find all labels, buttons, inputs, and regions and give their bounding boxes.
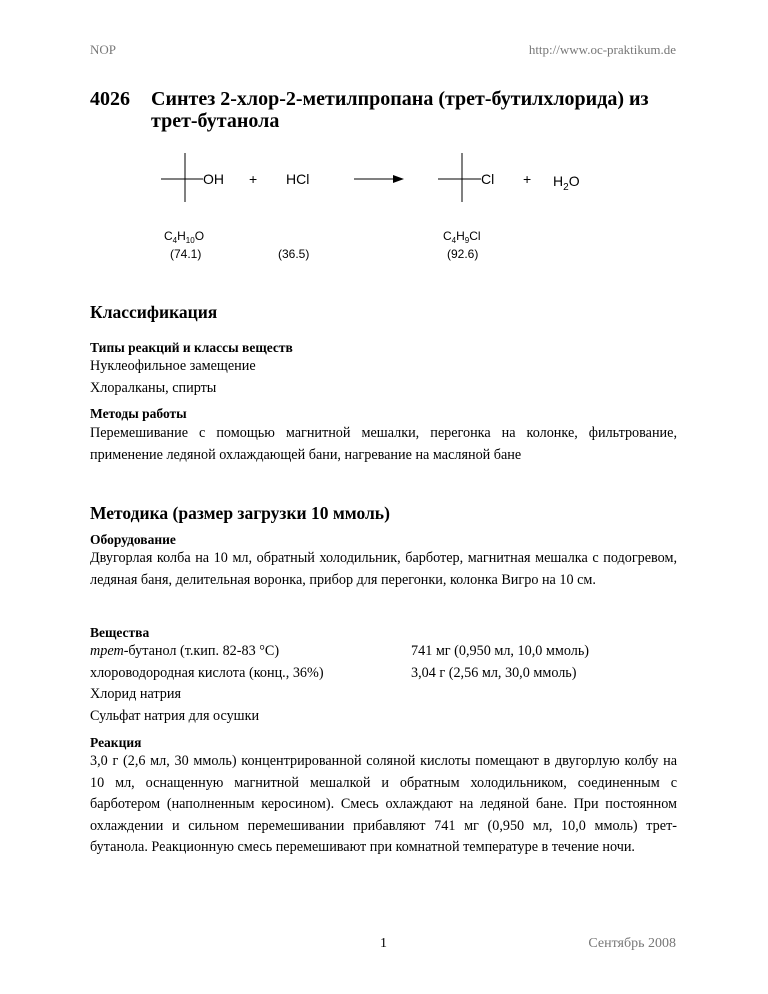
product1-molar-mass: (92.6) — [447, 247, 479, 261]
reaction-text: 3,0 г (2,6 мл, 30 ммоль) концентрированной соляной кислоты помещают в двугорлую колбу на 10 мл, оснащенную магнитной мешалкой и обратным холодильником, соединенным с барботером (наполненным керосином). Смесь охлаждают на ледяной бане. При постоянном охлаждении и сильном перемешивании прибавляют 741 мг (0,950 мл, 10,0 ммоль) трет-бутанола. Реакционную смесь перемешивают при комнатной температуре в течение ночи. — [90, 753, 677, 855]
product2-formula: $H_2O$ — [553, 173, 580, 193]
substance-name: трет-бутанол (т.кип. 82-83 °C) — [90, 643, 280, 659]
reactant1-molecular-formula: $C_4H_{10}O$ — [164, 229, 205, 245]
methods-heading: Методы работы — [90, 406, 187, 421]
plus-sign-2: + — [523, 171, 532, 187]
list-item: Нуклеофильное замещение — [90, 358, 256, 374]
reactant2-molar-mass: (36.5) — [278, 247, 310, 261]
methods-text: Перемешивание с помощью магнитной мешалки, перегонка на колонке, фильтрование, применение ледяной охлаждающей бани, нагревание на масляной бане — [90, 425, 677, 463]
substance-amount: 741 мг (0,950 мл, 10,0 ммоль) — [411, 643, 590, 659]
equipment-heading: Оборудование — [90, 532, 176, 547]
product1-molecular-formula: $C_4H_9Cl$ — [443, 229, 481, 245]
reactant1-group: OH — [203, 171, 224, 187]
list-item: Хлоралканы, спирты — [90, 379, 217, 396]
substance-name: хлороводородная кислота (конц., 36%) — [90, 664, 324, 681]
substance-name: Сульфат натрия для осушки — [90, 707, 260, 724]
header-left: NOP — [90, 42, 117, 57]
substances-names — [90, 641, 410, 727]
footer-date: Сентябрь 2008 — [588, 936, 676, 951]
substances-amounts — [411, 641, 589, 684]
document-number: 4026 — [90, 88, 130, 110]
reaction-heading: Реакция — [90, 735, 142, 750]
plus-sign-1: + — [249, 171, 258, 187]
procedure-heading: Методика (размер загрузки 10 ммоль) — [90, 503, 390, 523]
reaction-types-heading: Типы реакций и классы веществ — [90, 340, 293, 355]
product1-group: Cl — [481, 171, 495, 187]
page-number: 1 — [380, 936, 387, 951]
arrow-head — [393, 175, 404, 183]
substance-amount: 3,04 г (2,56 мл, 30,0 ммоль) — [411, 664, 577, 681]
reaction-types-list — [90, 356, 677, 399]
equipment-text: Двугорлая колба на 10 мл, обратный холодильник, барботер, магнитная мешалка с подогревом, ледяная баня, делительная воронка, прибор для перегонки, колонка Вигро на 10 см. — [90, 550, 677, 588]
reaction-scheme — [0, 140, 768, 270]
classification-heading: Классификация — [90, 302, 218, 322]
reactant1-molar-mass: (74.1) — [170, 247, 202, 261]
substances-heading: Вещества — [90, 625, 150, 640]
header-url[interactable]: http://www.oc-praktikum.de — [528, 42, 676, 57]
reactant2-formula: HCl — [286, 171, 310, 187]
substance-name: Хлорид натрия — [90, 686, 181, 702]
document-title: Синтез 2-хлор-2-метилпропана (трет-бутилхлорида) из трет-бутанола — [151, 88, 649, 132]
